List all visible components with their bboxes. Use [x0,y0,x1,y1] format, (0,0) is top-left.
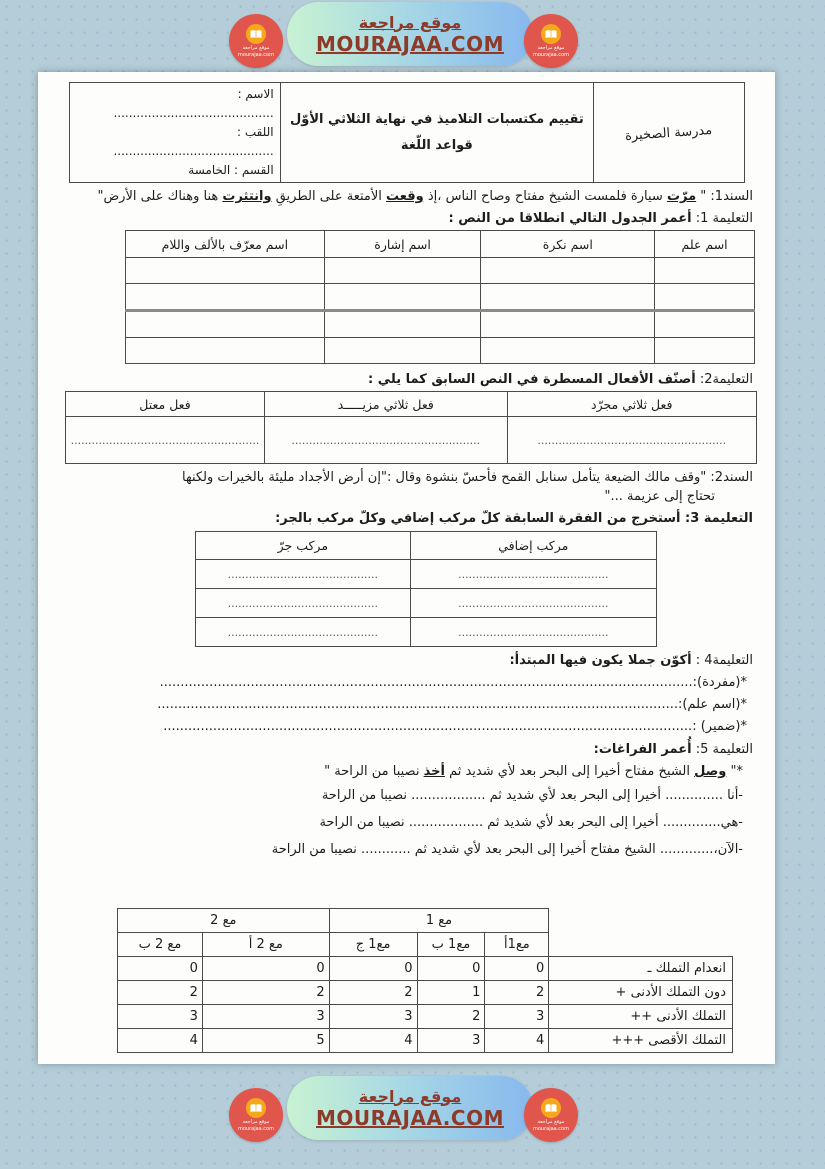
exam-sheet [38,72,775,1064]
badge-site-url: mourajaa.com [532,1126,569,1132]
table3-header: مركب إضافي [410,532,656,560]
grading-row: دون التملك الأدنى + 2 1 2 2 2 [118,981,733,1005]
student-name-field: الاسم : .......................................... [113,87,274,120]
site-link-pill[interactable] [287,2,533,66]
taalima3-heading: التعليمة 3: أستخرج من الفقرة السابقة كلّ مركب إضافي وكلّ مركب بالجر: [275,511,753,526]
table3-answer-row: ........................................... ........................................... [196,589,657,618]
taalima4-heading: التعليمة4 : أكوّن جملا يكون فيها المبتدأ: [509,653,753,668]
student-class-field: القسم : الخامسة [188,163,274,177]
grading-row-label: التملك الأقصى +++ [549,1029,733,1053]
badge-site-name: موقع مراجعة [537,1119,565,1125]
grading-col-header: مع 2 أ [202,933,329,957]
badge-site-url: mourajaa.com [532,52,569,58]
school-cell [594,83,745,183]
grading-subheader-row [118,933,733,957]
site-link-pill[interactable] [287,1076,533,1140]
badge-site-name: موقع مراجعة [242,1119,270,1125]
exam-header-table [69,82,745,183]
sanad2-text: السند2: "وقف مالك الضيعة يتأمل سنابل القمح فأحسّ بنشوة وقال :"إن أرض الأجداد مليئة بالخيرات ولكنها تحتاج إلى عزيمة ..." [182,470,753,504]
table1-empty-row [126,284,755,311]
badge-site-name: موقع مراجعة [242,45,270,51]
taalima5-fill-line: -الآن،............. الشيخ مفتاح أخيرا إلى البحر بعد لأي شديد ثم ............ نصيبا من الراحة [271,842,743,857]
site-logo-badge [524,14,578,68]
grading-table [117,908,733,1053]
grading-group-header-row [118,909,733,933]
table1-empty-row [126,258,755,284]
nouns-classification-table [125,230,755,364]
book-icon [246,24,266,44]
grading-group-2: مع 2 [118,909,330,933]
taalima5-fill-line: -هي.............. أخيرا إلى البحر بعد لأي شديد ثم .................. نصيبا من الراحة [319,815,743,830]
table1-header: اسم نكرة [481,231,655,258]
book-icon [541,1098,561,1118]
student-id-cell [70,83,281,183]
grading-col-header: مع1 ب [417,933,485,957]
grading-col-header: مع 2 ب [118,933,203,957]
table1-header: اسم إشارة [324,231,481,258]
table3-answer-row: ........................................... ........................................... [196,618,657,647]
compounds-table [195,531,657,647]
grading-group-1: مع 1 [329,909,549,933]
table1-empty-row [126,338,755,364]
book-icon [246,1098,266,1118]
grading-col-header: مع1 ج [329,933,417,957]
site-logo-badge [229,14,283,68]
table2-answer-row: ...................................................... ...................................................... ...................................................... [66,417,757,464]
table1-header: اسم علم [655,231,755,258]
table2-header: فعل معتل [66,392,265,417]
site-url-link[interactable]: MOURAJAA.COM [316,1105,504,1130]
badge-site-name: موقع مراجعة [537,45,565,51]
student-surname-field: اللقب : .......................................... [113,125,274,158]
table1-empty-row [126,311,755,338]
site-logo-badge [229,1088,283,1142]
school-name: مدرسة الصخيرة [625,122,714,144]
site-name-link[interactable]: موقع مراجعة [358,12,462,32]
badge-site-url: mourajaa.com [237,1126,274,1132]
taalima5-fill-line: -أنا .............. أخيرا إلى البحر بعد لأي شديد ثم .................. نصيبا من الراحة [321,788,743,803]
exam-subject: قواعد اللّغة [400,137,473,153]
table2-header: فعل ثلاثي مجرّد [507,392,756,417]
table1-header: اسم معرّف بالألف واللام [126,231,325,258]
taalima1-heading: التعليمة 1: أعمر الجدول التالي انطلاقا من النص : [448,211,753,226]
table3-answer-row: ........................................... ........................................... [196,560,657,589]
grading-row: التملك الأدنى ++ 3 2 3 3 3 [118,1005,733,1029]
taalima4-answer-line: *(اسم علم):.............................................................................................................................. [157,697,747,712]
verbs-classification-table [65,391,757,464]
taalima4-answer-line: *(مفردة):................................................................................................................................. [159,675,747,690]
book-icon [541,24,561,44]
grading-row: انعدام التملك ـ 0 0 0 0 0 [118,957,733,981]
grading-row: التملك الأقصى +++ 4 3 4 5 4 [118,1029,733,1053]
top-banner [0,2,825,82]
badge-site-url: mourajaa.com [237,52,274,58]
taalima4-answer-line: *(ضمير) :................................................................................................................................ [163,719,747,734]
taalima2-heading: التعليمة2: أصنّف الأفعال المسطرة في النص السابق كما يلي : [368,372,753,387]
table2-header: فعل ثلاثي مزيـــــد [265,392,508,417]
exam-title: تقييم مكتسبات التلاميذ في نهاية الثلاثي الأوّل [289,111,584,127]
taalima5-heading: التعليمة 5: أُعمر الفراغات: [593,742,753,757]
exam-title-cell [280,83,593,183]
site-url-link[interactable]: MOURAJAA.COM [316,31,504,56]
grading-row-label: انعدام التملك ـ [549,957,733,981]
site-logo-badge [524,1088,578,1142]
grading-row-label: التملك الأدنى ++ [549,1005,733,1029]
bottom-banner [0,1076,825,1156]
taalima5-model-sentence: *" وصل الشيخ مفتاح أخيرا إلى البحر بعد لأي شديد ثم أخذ نصيبا من الراحة " [324,764,743,779]
site-name-link[interactable]: موقع مراجعة [358,1086,462,1106]
grading-col-header: مع1أ [485,933,549,957]
sanad1-text: السند1: " مرّت سيارة فلمست الشيخ مفتاح وصاح الناس ،إذ وقعت الأمتعة على الطريقِ وانتثرت هنا وهناك على الأرض" [97,189,753,204]
grading-row-label: دون التملك الأدنى + [549,981,733,1005]
table3-header: مركب جرّ [196,532,411,560]
